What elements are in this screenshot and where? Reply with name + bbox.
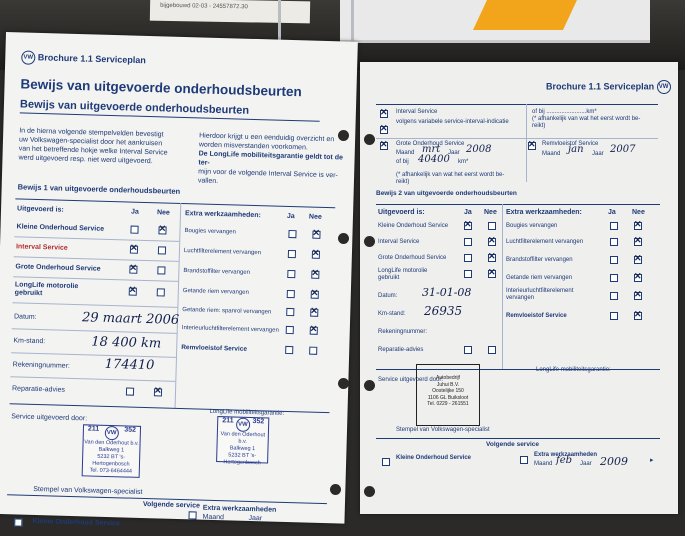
brochure-title: Serviceplan [95,53,146,66]
brochure-label: Brochure 1.1 [546,81,602,92]
brochure-title: Serviceplan [603,81,655,92]
km-value: 18 400 km [91,334,162,352]
next-year-label: Jaar [580,461,592,467]
item-label: Kleine Onderhoud Service [16,222,105,233]
date-label: Datum: [13,312,37,321]
stamp-line: Juhui B.V. [436,381,460,388]
checkbox-no[interactable] [634,292,642,300]
checkbox-no[interactable] [158,226,166,234]
invoice-label: Rekeningnummer: [12,360,71,370]
next-small-checkbox[interactable] [382,458,390,466]
next-small-label: Kleine Onderhoud Service [396,455,472,461]
ofbij-label: of bij [396,159,409,165]
next-service-title: Volgende service [142,501,201,510]
checkbox-yes[interactable] [464,238,472,246]
invoice-value: 174410 [104,356,155,374]
intro-line: mijn voor de volgende Interval Service is ver- [198,168,338,180]
checkbox-no[interactable] [312,251,320,259]
rem-maand-value: jan [568,144,584,155]
extra-label: Remvloeistof Service [506,313,567,319]
left-page [0,32,358,528]
top-box [376,104,658,185]
grote-checkbox[interactable] [380,142,388,150]
checkbox-no[interactable] [311,291,319,299]
extra-label: Getande riem: spanrol vervangen [182,306,272,316]
next-year-value: 2009 [600,455,628,468]
extra-label: Luchtfilterelement vervangen [506,239,584,245]
item-label: LongLife motorolie gebruikt [378,268,428,281]
longlife-label: LongLife mobiliteitsgarantie: [536,367,611,373]
checkbox-no[interactable] [309,347,317,355]
binder-hole [364,236,375,247]
intro-left [18,126,189,167]
next-month-label: Maand [534,461,553,467]
col-performed: Uitgevoerd is: [16,204,64,214]
extra-title: Extra werkzaamheden: [184,209,261,219]
interval-sub: volgens variabele service-interval-indicatie [396,119,509,125]
col-no: Nee [632,208,645,216]
service-table-1 [9,198,336,447]
brochure-header [21,50,146,67]
intro-line: Hierdoor krijgt u een eenduidig overzicht en [199,132,335,144]
checkbox-no[interactable] [310,309,318,317]
col-no: Nee [484,208,497,216]
checkbox-no[interactable] [634,312,642,320]
checkbox-yes[interactable] [610,274,618,282]
right-page [360,62,678,514]
stamp-caption: Stempel van Volkswagen-specialist [396,427,490,433]
next-year-label: Jaar [248,514,263,523]
stamp-number: 352 [252,418,265,426]
binder-hole [364,380,375,391]
checkbox-yes[interactable] [129,266,137,274]
stamp-number: 352 [124,426,137,434]
interval-label: Interval Service [396,109,438,115]
binder-hole [330,484,341,495]
checkbox-no[interactable] [310,327,318,335]
checkbox-no[interactable] [488,222,496,230]
intro-line: De LongLife mobiliteitsgarantie geldt tot de ter- [198,150,344,167]
binder-hole [338,130,349,141]
rem-maand-label: Maand [542,151,561,157]
checkbox-no[interactable] [634,256,642,264]
page-title: Bewijs van uitgevoerde onderhoudsbeurten [20,76,302,100]
km-unit: km* [458,159,469,165]
of-bij-top: of bij ........................km* [532,109,597,115]
maand-value: mrt [422,144,441,155]
stamp-number: 211 [87,425,100,433]
stamp-line: Tel. 073-6464444 [89,467,133,475]
checkbox-no[interactable] [157,266,165,274]
checkbox-no[interactable] [158,246,166,254]
longlife-stamp [216,416,269,467]
checkbox-no[interactable] [634,222,642,230]
binder-hole [364,134,375,145]
extra-label: Brandstoffilter vervangen [506,257,573,263]
jaar-value: 2008 [466,144,492,155]
extra-label: Bougies vervangen [184,228,236,236]
invoice-label: Rekeningnummer: [378,329,428,335]
binder-hole [338,378,349,389]
checkbox-yes[interactable] [285,346,293,354]
extra-label: Brandstoffilter vervangen [183,268,251,276]
grote-label: Grote Onderhoud Service [396,141,465,147]
item-label: Grote Onderhoud Service [15,262,101,273]
checkbox-yes[interactable] [610,256,618,264]
next-small-label: Kleine Onderhoud Service [32,517,120,528]
next-extra-label: Extra werkzaamheden [202,504,277,514]
checkbox-yes[interactable] [610,222,618,230]
section-title: Bewijs 2 van uitgevoerde onderhoudsbeurten [376,190,517,197]
rem-checkbox[interactable] [528,142,536,150]
checkbox-yes[interactable] [286,308,294,316]
stamp-line: Oostelijke 150 [432,388,464,394]
extra-label: Remvloeistof Service [181,343,248,353]
km-value: 26935 [424,304,463,318]
checkbox-yes[interactable] [288,230,296,238]
jaar-label: Jaar [448,150,460,156]
intro-line: worden misverstanden voorkomen. [198,141,308,152]
arrow-right-icon: ▸ [650,457,654,464]
checkbox-yes[interactable] [464,222,472,230]
checkbox-no[interactable] [634,274,642,282]
vw-logo-icon: VW [104,426,118,440]
page-subtitle: Bewijs van uitgevoerde onderhoudsbeurten [20,98,320,121]
stamp-line: Autobedrijf [436,375,460,381]
next-extra-label: Extra werkzaamheden [534,452,598,458]
extra-label: Getande riem vervangen [506,275,573,281]
intro-line: In de hierna volgende stempelvelden bevestigt [19,127,164,139]
extra-label: Bougies vervangen [506,223,558,229]
next-service-title: Volgende service [486,441,539,448]
service-by-label: Service uitgevoerd door: [11,412,88,422]
rem-jaar-label: Jaar [592,151,604,157]
checkbox-yes[interactable] [287,270,295,278]
stamp-line: 1106 GL Buiksloot [427,394,469,401]
extra-label: Interieurluchtfilterelement vervangen [181,324,279,334]
item-label: Kleine Onderhoud Service [378,223,449,229]
checkbox-yes[interactable] [464,346,472,354]
orange-stripe [473,0,577,30]
stamp-number: 211 [222,417,234,425]
col-yes: Ja [464,208,472,216]
checkbox-yes[interactable] [464,254,472,262]
ofbij-value: 40400 [418,154,450,165]
checkbox-yes[interactable] [130,246,138,254]
extra-title: Extra werkzaamheden: [506,208,582,216]
vw-logo-icon: VW [657,80,671,94]
section-title: Bewijs 1 van uitgevoerde onderhoudsbeurten [17,182,181,196]
note-top: (* afhankelijk van wat het eerst wordt be- reikt) [532,116,641,129]
stamp-line: Tel. 0229 - 261551 [427,401,469,407]
next-extra-checkbox[interactable] [520,456,528,464]
repair-label: Reparatie-advies [378,347,424,353]
item-label: Interval Service [15,242,68,252]
top-card-text: bijgebouwd 02-03 - 24557872.30 [160,2,248,11]
col-yes: Ja [130,208,139,216]
col-yes: Ja [608,208,616,216]
checkbox-no[interactable] [488,270,496,278]
next-month-value: feb [556,455,573,466]
extra-label: Getande riem vervangen [182,288,249,296]
col-performed: Uitgevoerd is: [378,208,425,216]
checkbox-yes[interactable] [130,226,138,234]
intro-line: werd uitgevoerd resp. niet werd uitgevoerd. [18,154,153,166]
item-label: Interval Service [378,239,420,245]
date-value: 29 maart 2006 [81,310,180,328]
checkbox-yes[interactable] [610,312,618,320]
km-label: Km-stand: [13,336,46,345]
intro-line: vallen. [197,177,219,185]
dealer-stamp [82,424,141,478]
checkbox-no[interactable] [488,254,496,262]
longlife-label: LongLife mobiliteitsgarantie: [209,408,285,417]
col-no: Nee [156,208,170,217]
maand-label: Maand [396,150,415,156]
item-label: LongLife motorolie gebruikt [14,281,79,298]
next-small-checkbox[interactable] [14,518,22,526]
rem-jaar-value: 2007 [610,144,636,155]
extra-label: Interieurluchtfilterelement vervangen [506,288,574,301]
dealer-stamp-2 [416,364,480,426]
intro-line: uw Volkswagen-specialist door het aankruisen [18,136,163,148]
checkbox-yes[interactable] [287,290,295,298]
checkbox-yes[interactable] [129,288,137,296]
next-extra-checkbox[interactable] [188,511,196,519]
checkbox-2[interactable] [380,126,388,134]
repair-label: Reparatie-advies [11,384,66,394]
col-no: Nee [308,213,322,221]
rem-label: Remvloeistof Service [542,141,599,147]
stamp-line: Balkweg 1 [98,446,125,454]
checkbox-no[interactable] [157,288,165,296]
checkbox-yes[interactable] [288,250,296,258]
note: (* afhankelijk van wat het eerst wordt be- reikt) [396,172,505,185]
stamp-line: 5232 BT 's-Hertogenbosch [92,453,130,468]
next-month-label: Maand [202,513,225,522]
intro-right [198,131,349,189]
stamp-line: Van den Oderhout b.v. [84,439,139,447]
interval-checkbox[interactable] [380,110,388,118]
date-label: Datum: [378,293,398,299]
service-by-label: Service uitgevoerd door: [378,377,444,383]
date-value: 31-01-08 [422,286,472,299]
brochure-header [546,80,671,94]
stamp-line: Van den Oderhout b.v. [220,431,266,445]
intro-line: van het betreffende hokje welke Interval Service [18,145,168,157]
extra-label: Luchtfilterelement vervangen [183,248,262,257]
checkbox-yes[interactable] [126,387,134,395]
checkbox-no[interactable] [634,238,642,246]
stamp-caption: Stempel van Volkswagen-specialist [33,485,143,496]
binder-hole [338,233,349,244]
checkbox-no[interactable] [488,346,496,354]
checkbox-no[interactable] [312,231,320,239]
top-brochure-cover [340,0,650,43]
checkbox-yes[interactable] [610,238,618,246]
checkbox-no[interactable] [311,271,319,279]
checkbox-no[interactable] [488,238,496,246]
vw-logo-icon: VW [236,418,250,432]
checkbox-no[interactable] [154,388,162,396]
checkbox-yes[interactable] [610,292,618,300]
binder-hole [364,486,375,497]
col-yes: Ja [286,212,295,220]
stamp-line: Balkweg 1 [229,445,256,453]
item-label: Grote Onderhoud Service [378,255,447,261]
vw-logo-icon: VW [21,50,35,64]
brochure-label: Brochure 1.1 [37,52,93,64]
checkbox-yes[interactable] [286,326,294,334]
stamp-line: 5232 BT 's-Hertogenbosch [223,452,261,467]
km-label: Km-stand: [378,311,406,317]
checkbox-yes[interactable] [464,270,472,278]
